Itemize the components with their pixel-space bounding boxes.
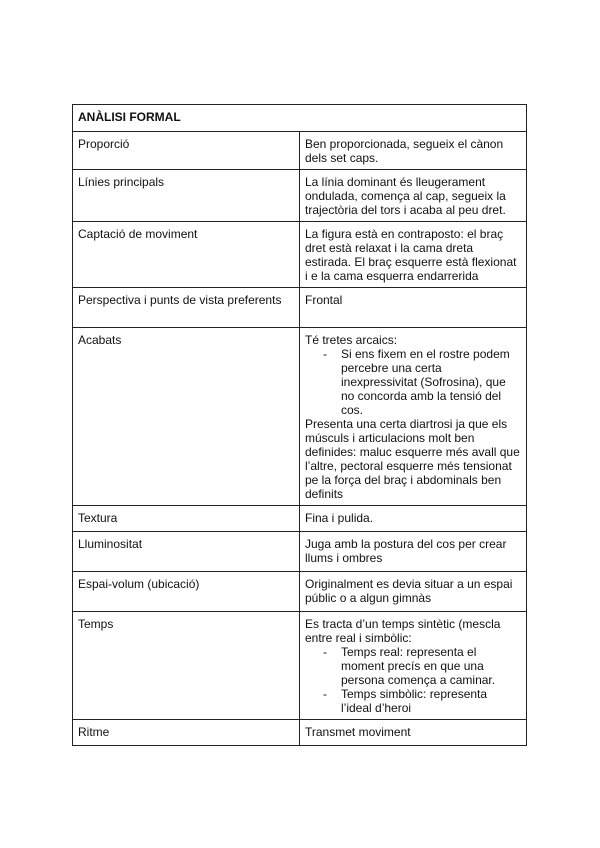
row-value: La línia dominant és lleugerament ondulada, comença al cap, segueix la trajectòria del tors i acaba al peu dret.: [300, 170, 527, 222]
row-value: Transmet moviment: [300, 720, 527, 746]
table-row-lluminositat: [73, 532, 527, 572]
row-value: Originalment es devia situar a un espai públic o a algun gimnàs: [300, 572, 527, 612]
row-value: La figura està en contraposto: el braç dret està relaxat i la cama dreta estirada. El braç esquerre està flexionat i e la cama esquerra endarrerida: [300, 222, 527, 288]
row-label: Acabats: [73, 328, 300, 506]
table-row-linies: [73, 170, 527, 222]
row-value: [300, 612, 527, 720]
row-label: Perspectiva i punts de vista preferents: [73, 288, 300, 328]
table-row-perspectiva: [73, 288, 527, 328]
row-value: Frontal: [300, 288, 527, 328]
row-label: Línies principals: [73, 170, 300, 222]
table-header-row: [73, 105, 527, 132]
table-row-moviment: [73, 222, 527, 288]
formal-analysis-table: [72, 104, 527, 746]
row-value: Fina i pulida.: [300, 506, 527, 532]
table-row-espai: [73, 572, 527, 612]
table-row-ritme: [73, 720, 527, 746]
row-label: Espai-volum (ubicació): [73, 572, 300, 612]
table-row-acabats: [73, 328, 527, 506]
acabats-bullet-list: [305, 347, 521, 417]
table-row-proporcio: [73, 132, 527, 170]
acabats-outro: Presenta una certa diartrosi ja que els músculs i articulacions molt ben definides: maluc esquerre més avall que l’altre, pectoral esquerre més tensionat pe la força del braç i abdominals ben definits: [305, 417, 520, 501]
row-label: Temps: [73, 612, 300, 720]
row-value: Ben proporcionada, segueix el cànon dels set caps.: [300, 132, 527, 170]
row-label: Textura: [73, 506, 300, 532]
temps-intro: Es tracta d’un temps sintètic (mescla entre real i simbòlic:: [305, 617, 501, 645]
row-label: Lluminositat: [73, 532, 300, 572]
list-item: - Temps real: representa el moment precís en que una persona comença a caminar.: [305, 645, 521, 687]
row-label: Captació de moviment: [73, 222, 300, 288]
list-item: - Si ens fixem en el rostre podem percebre una certa inexpressivitat (Sofrosina), que no concorda amb la tensió del cos.: [305, 347, 521, 417]
temps-bullet-list: [305, 645, 521, 715]
row-value: Juga amb la postura del cos per crear llums i ombres: [300, 532, 527, 572]
table-title: ANÀLISI FORMAL: [73, 105, 527, 132]
row-label: Proporció: [73, 132, 300, 170]
row-label: Ritme: [73, 720, 300, 746]
acabats-intro: Té tretes arcaics:: [305, 333, 398, 347]
table-row-temps: [73, 612, 527, 720]
row-value: [300, 328, 527, 506]
table-row-textura: [73, 506, 527, 532]
list-item: - Temps simbòlic: representa l’ideal d’heroi: [305, 687, 521, 715]
